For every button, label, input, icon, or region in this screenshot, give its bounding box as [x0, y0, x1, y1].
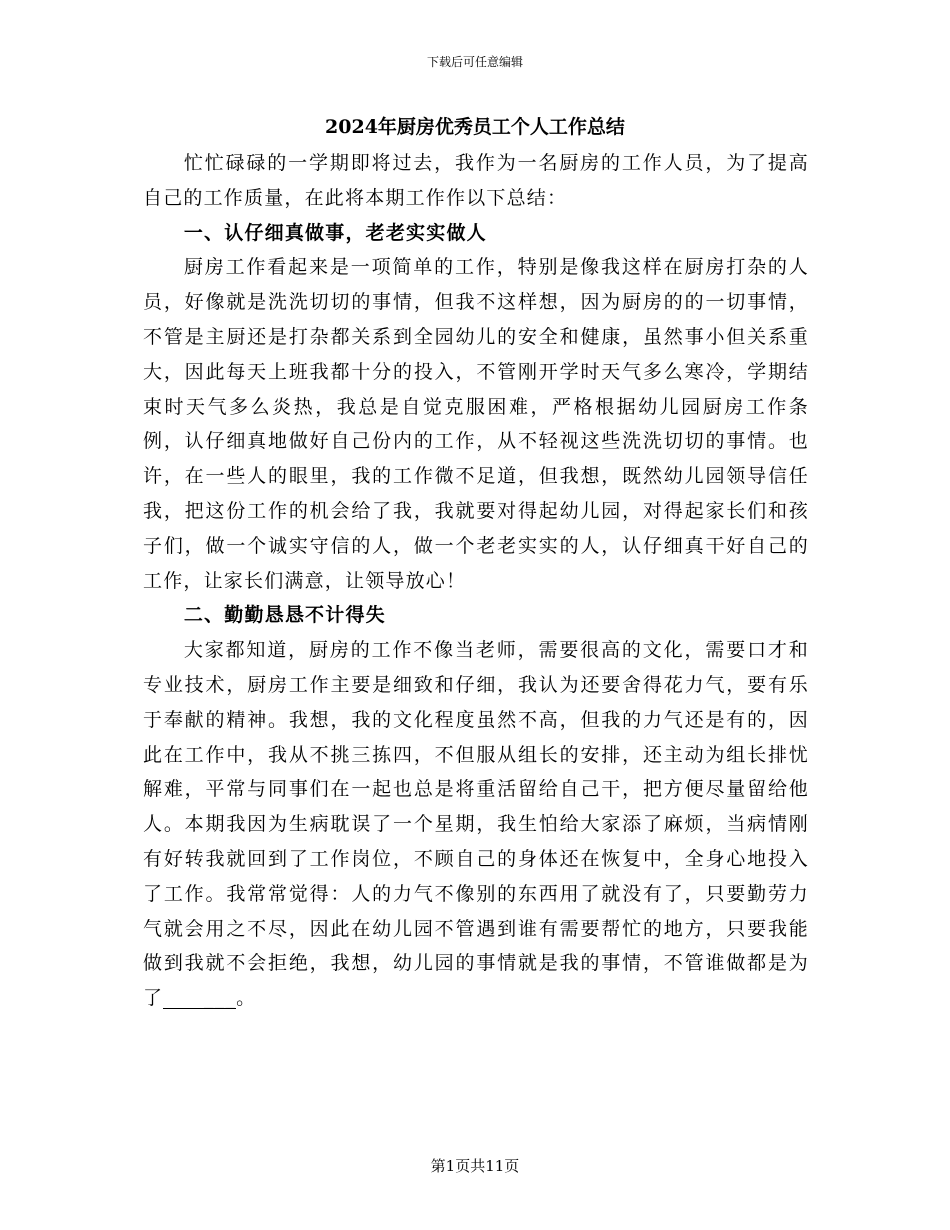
section-paragraph-2 [143, 633, 809, 1016]
document-body [143, 146, 809, 1016]
fill-in-blank: ___ [163, 988, 236, 1009]
section-heading-2: 二、勤勤恳恳不计得失 [183, 604, 386, 627]
section-paragraph-2-text: 大家都知道，厨房的工作不像当老师，需要很高的文化，需要口才和专业技术，厨房工作主要是细致和仔细，我认为还要舍得花力气，要有乐于奉献的精神。我想，我的文化程度虽然不高，但我的力气还是有的，因此在工作中，我从不挑三拣四，不但服从组长的安排，还主动为组长排忧解难，平常与同事们在一起也总是将重活留给自己干，把方便尽量留给他人。本期我因为生病耽误了一个星期，我生怕给大家添了麻烦，当病情刚有好转我就回到了工作岗位，不顾自己的身体还在恢复中，全身心地投入了工作。我常常觉得：人的力气不像别的东西用了就没有了，只要勤劳力气就会用之不尽，因此在幼儿园不管遇到谁有需要帮忙的地方，只要我能做到我就不会拒绝，我想，幼儿园的事情就是我的事情，不管谁做都是为了 [143, 639, 809, 1010]
section-paragraph-1: 厨房工作看起来是一项简单的工作，特别是像我这样在厨房打杂的人员，好像就是洗洗切切的事情，但我不这样想，因为厨房的的一切事情，不管是主厨还是打杂都关系到全园幼儿的安全和健康，虽然事小但关系重大，因此每天上班我都十分的投入，不管刚开学时天气多么寒冷，学期结束时天气多么炎热，我总是自觉克服困难，严格根据幼儿园厨房工作条例，认仔细真地做好自己份内的工作，从不轻视这些洗洗切切的事情。也许，在一些人的眼里，我的工作微不足道，但我想，既然幼儿园领导信任我，把这份工作的机会给了我，我就要对得起幼儿园，对得起家长们和孩子们，做一个诚实守信的人，做一个老老实实的人，认仔细真干好自己的工作，让家长们满意，让领导放心！ [143, 256, 809, 592]
page-header: 下载后可任意编辑 [426, 55, 523, 69]
document-title: 2024年厨房优秀员工个人工作总结 [325, 116, 625, 138]
intro-paragraph: 忙忙碌碌的一学期即将过去，我作为一名厨房的工作人员，为了提高自己的工作质量，在此将本期工作作以下总结： [143, 152, 809, 209]
section-paragraph-2-end: 。 [236, 987, 257, 1010]
page-footer: 第1页共11页 [430, 1157, 520, 1175]
section-heading-1: 一、认仔细真做事，老老实实做人 [183, 221, 487, 244]
